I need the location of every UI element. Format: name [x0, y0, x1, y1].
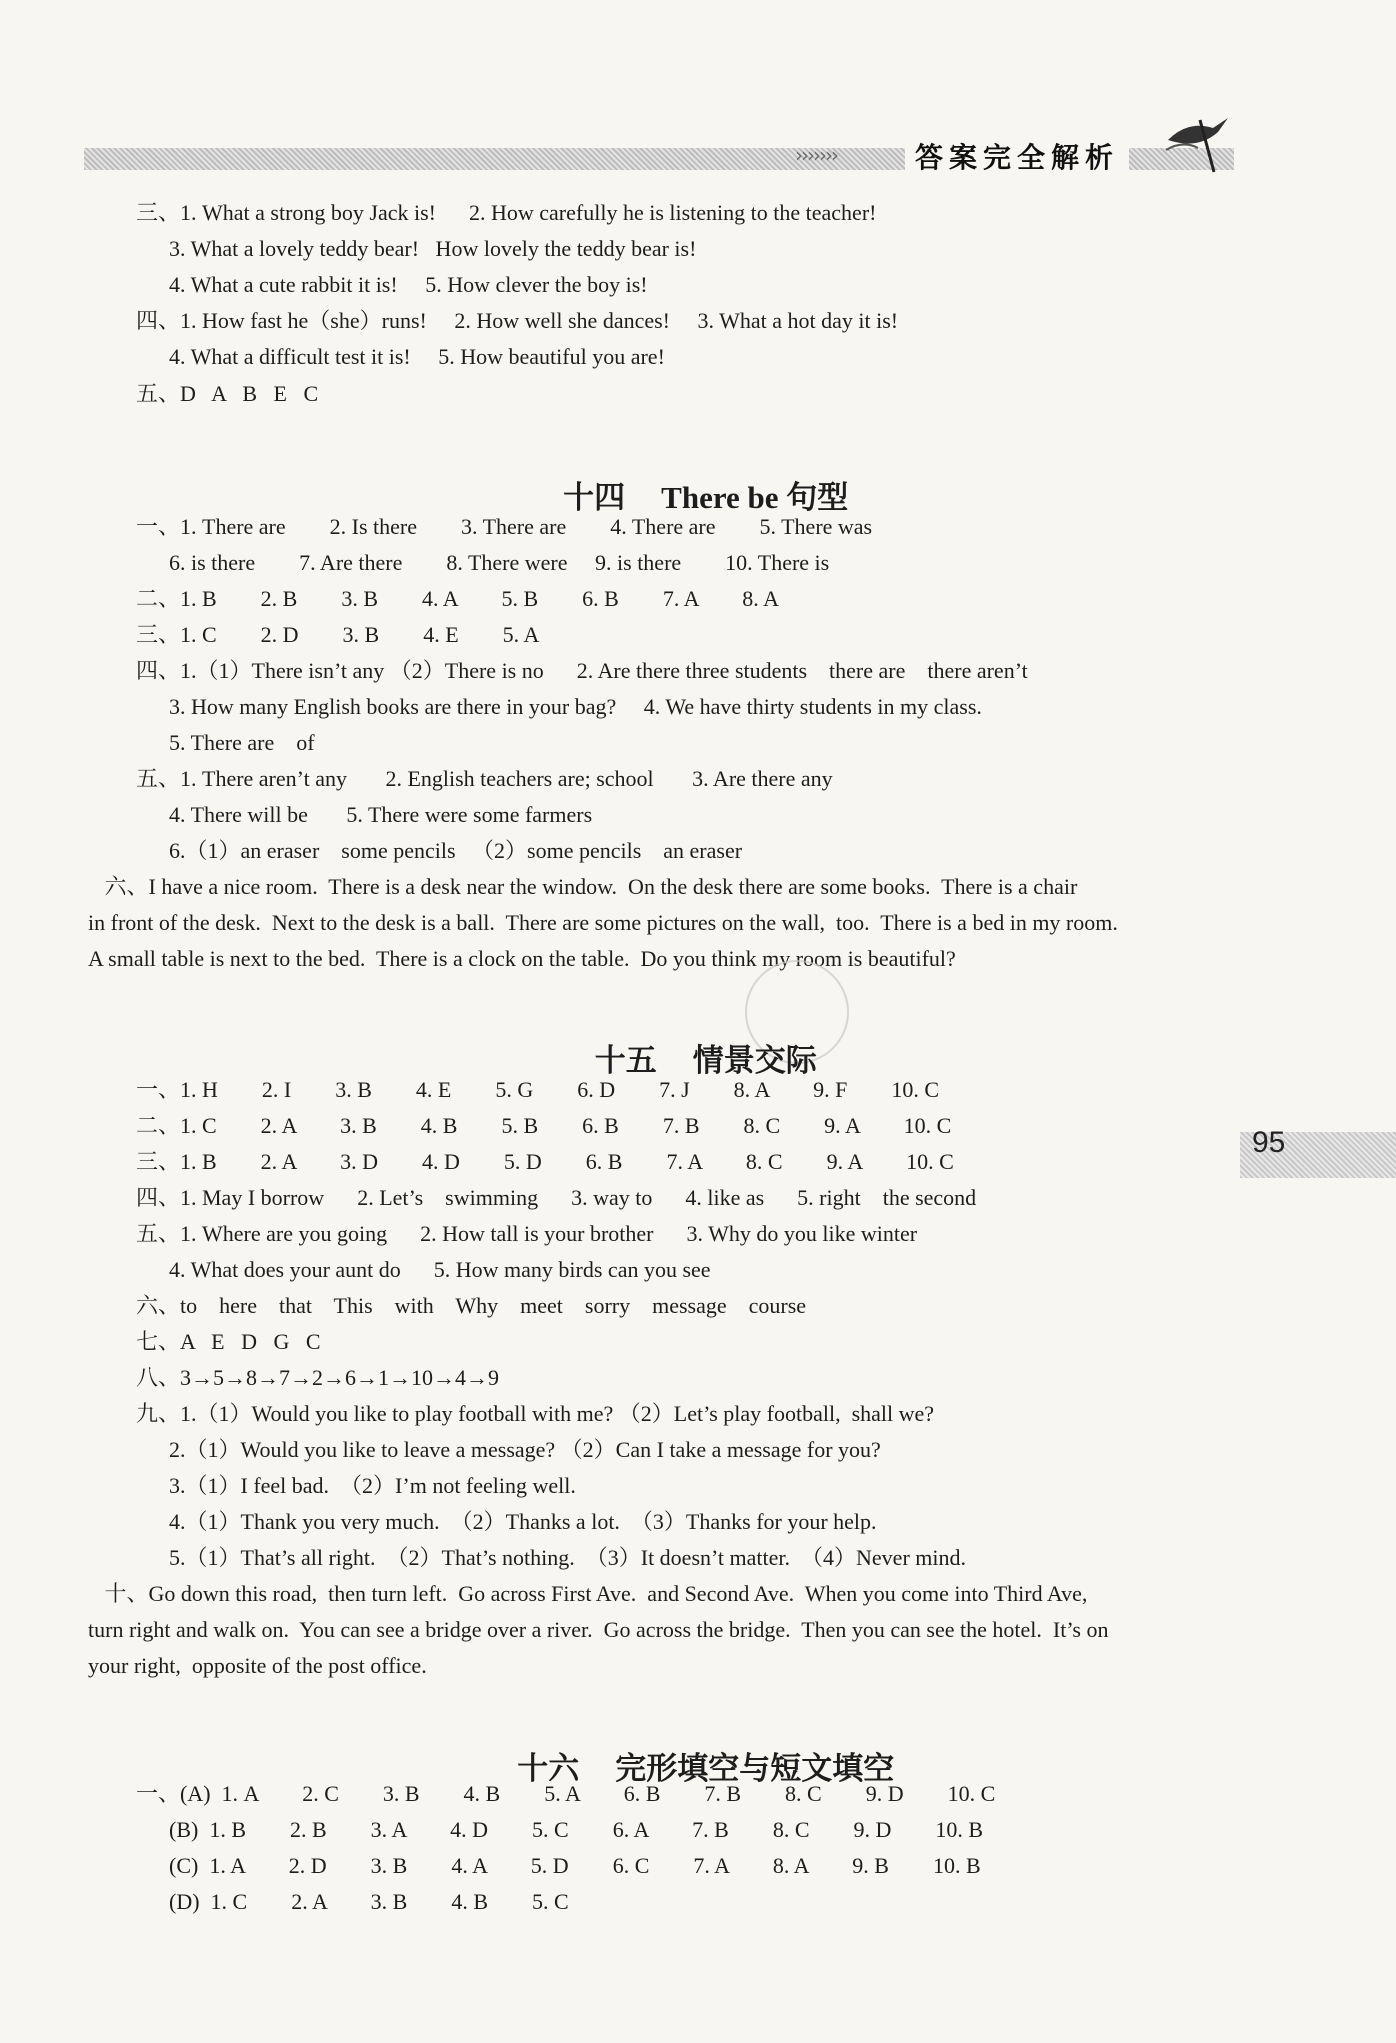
answer-line: 三、1. What a strong boy Jack is! 2. How carefully he is listening to the teacher! [136, 200, 877, 225]
answer-line: 3.（1）I feel bad. （2）I’m not feeling well. [136, 1473, 576, 1498]
answer-line: 二、1. C 2. A 3. B 4. B 5. B 6. B 7. B 8. C 9. A 10. C [136, 1113, 952, 1138]
header-arrows: ››››››› [795, 143, 837, 167]
answer-line: (B) 1. B 2. B 3. A 4. D 5. C 6. A 7. B 8. C 9. D 10. B [136, 1817, 984, 1842]
answer-line: 4. What does your aunt do 5. How many birds can you see [136, 1257, 711, 1282]
section-title: 情景交际 [692, 1043, 817, 1078]
section-heading-14 [0, 438, 1396, 518]
answer-line: 九、1.（1）Would you like to play football with me? （2）Let’s play football, shall we? [136, 1401, 935, 1426]
answer-line: 4. What a cute rabbit it is! 5. How clever the boy is! [136, 272, 648, 297]
answer-line: in front of the desk. Next to the desk is a ball. There are some pictures on the wall, too. There is a bed in my room. [88, 910, 1118, 935]
answer-line: 一、(A) 1. A 2. C 3. B 4. B 5. A 6. B 7. B 8. C 9. D 10. C [136, 1781, 996, 1806]
section-heading-15 [0, 1001, 1396, 1081]
answer-line: 三、1. C 2. D 3. B 4. E 5. A [136, 622, 540, 647]
answer-line: 3. What a lovely teddy bear! How lovely the teddy bear is! [136, 236, 697, 261]
answer-line: 4. What a difficult test it is! 5. How beautiful you are! [136, 344, 665, 369]
answer-line: 一、1. H 2. I 3. B 4. E 5. G 6. D 7. J 8. A 9. F 10. C [136, 1077, 940, 1102]
answer-line: 四、1. May I borrow 2. Let’s swimming 3. way to 4. like as 5. right the second [136, 1185, 977, 1210]
answer-line: 5. There are of [136, 730, 315, 755]
pen-flag-icon [1158, 110, 1238, 176]
answer-line: 八、3→5→8→7→2→6→1→10→4→9 [136, 1365, 500, 1390]
answer-line: 四、1. How fast he（she）runs! 2. How well she dances! 3. What a hot day it is! [136, 308, 899, 333]
answer-line: turn right and walk on. You can see a bridge over a river. Go across the bridge. Then you can see the hotel. It’s on [88, 1617, 1109, 1642]
section-heading-16 [0, 1709, 1396, 1789]
answer-line: 三、1. B 2. A 3. D 4. D 5. D 6. B 7. A 8. C 9. A 10. C [136, 1149, 954, 1174]
answer-line: 3. How many English books are there in your bag? 4. We have thirty students in my class. [136, 694, 982, 719]
answer-line: A small table is next to the bed. There is a clock on the table. Do you think my room is beautiful? [88, 946, 956, 971]
answer-line: 六、to here that This with Why meet sorry message course [136, 1293, 807, 1318]
answer-line: (D) 1. C 2. A 3. B 4. B 5. C [136, 1889, 569, 1914]
answer-line: 四、1.（1）There isn’t any （2）There is no 2. Are there three students there are there aren’t [136, 658, 1028, 683]
answer-line: (C) 1. A 2. D 3. B 4. A 5. D 6. C 7. A 8. A 9. B 10. B [136, 1853, 981, 1878]
section-number: 十六 [517, 1751, 580, 1786]
answer-line: 五、D A B E C [136, 381, 319, 406]
answer-line: 2.（1）Would you like to leave a message? （2）Can I take a message for you? [136, 1437, 881, 1462]
section-number: 十五 [594, 1043, 657, 1078]
answer-line: 十、Go down this road, then turn left. Go across First Ave. and Second Ave. When you come into Third Ave, [88, 1581, 1088, 1606]
answer-line: 4.（1）Thank you very much. （2）Thanks a lot. （3）Thanks for your help. [136, 1509, 877, 1534]
answer-line: 二、1. B 2. B 3. B 4. A 5. B 6. B 7. A 8. A [136, 586, 779, 611]
section-title: 完形填空与短文填空 [615, 1751, 895, 1786]
answer-line: 5.（1）That’s all right. （2）That’s nothing. （3）It doesn’t matter. （4）Never mind. [136, 1545, 966, 1570]
answer-line: 五、1. There aren’t any 2. English teachers are; school 3. Are there any [136, 766, 833, 791]
section-title: There be 句型 [661, 480, 849, 515]
answer-line: 6. is there 7. Are there 8. There were 9. is there 10. There is [136, 550, 830, 575]
answer-line: 4. There will be 5. There were some farmers [136, 802, 593, 827]
answer-line: 6.（1）an eraser some pencils （2）some pencils an eraser [136, 838, 743, 863]
header-title: 答案完全解析 [905, 136, 1129, 176]
answer-line: your right, opposite of the post office. [88, 1653, 427, 1678]
answer-line: 五、1. Where are you going 2. How tall is your brother 3. Why do you like winter [136, 1221, 918, 1246]
answer-line: 六、I have a nice room. There is a desk near the window. On the desk there are some books. There is a chair [88, 874, 1078, 899]
section-number: 十四 [563, 480, 626, 515]
answer-line: 一、1. There are 2. Is there 3. There are 4. There are 5. There was [136, 514, 873, 539]
page-number: 95 [1252, 1126, 1286, 1159]
answer-line: 七、A E D G C [136, 1329, 321, 1354]
